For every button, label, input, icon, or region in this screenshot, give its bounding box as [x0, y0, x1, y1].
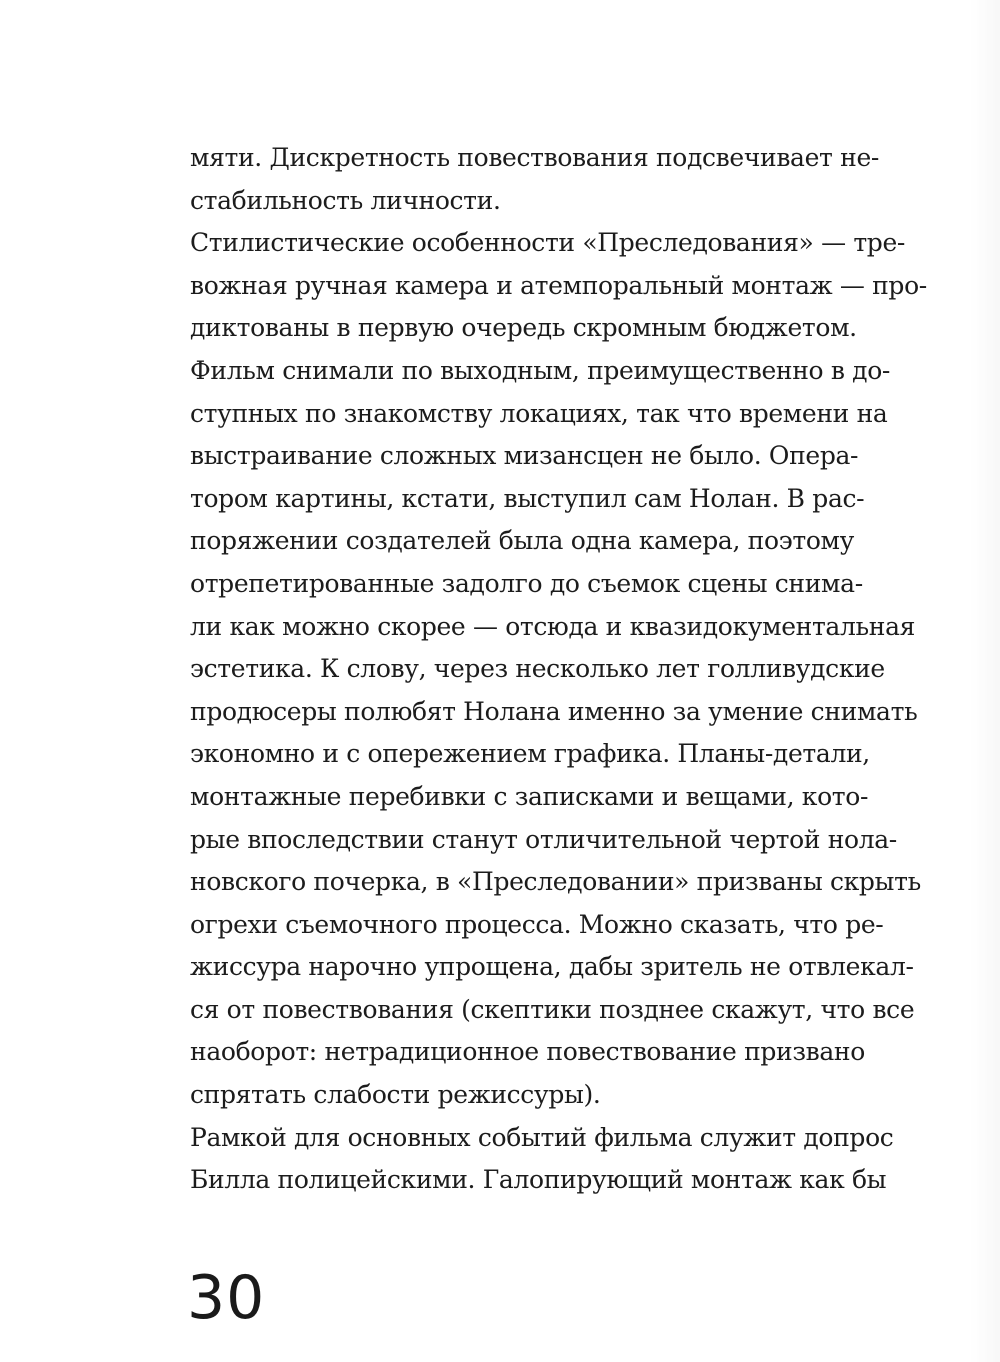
text-line: экономно и с опережением графика. Планы-детали, — [190, 739, 870, 769]
text-line: Рамкой для основных событий фильма служит допрос — [190, 1122, 894, 1152]
text-line: Билла полицейскими. Галопирующий монтаж как бы — [190, 1165, 887, 1195]
text-line: эстетика. К слову, через несколько лет голливудские — [190, 654, 885, 684]
text-line: новского почерка, в «Преследовании» призваны скрыть — [190, 867, 921, 897]
text-line: ся от повествования (скептики позднее скажут, что все — [190, 994, 915, 1024]
page-edge-shadow — [970, 0, 1000, 1362]
text-line: ступных по знакомству локациях, так что времени на — [190, 398, 888, 428]
text-line: поряжении создателей была одна камера, поэтому — [190, 526, 854, 556]
text-line: выстраивание сложных мизансцен не было. Опера- — [190, 441, 859, 471]
text-line: диктованы в первую очередь скромным бюджетом. — [190, 313, 857, 343]
text-line: отрепетированные задолго до съемок сцены снима- — [190, 568, 863, 598]
text-line: рые впоследствии станут отличительной чертой нола- — [190, 824, 897, 854]
text-line: мяти. Дискретность повествования подсвечивает не- — [190, 143, 879, 172]
text-line: Стилистические особенности «Преследования» — тре- — [190, 228, 905, 258]
text-line: спрятать слабости режиссуры). — [190, 1080, 601, 1110]
text-line: монтажные перебивки с записками и вещами, кото- — [190, 781, 869, 811]
text-line: продюсеры полюбят Нолана именно за умение снимать — [190, 696, 918, 726]
text-line: стабильность личности. — [190, 185, 501, 215]
text-line: наоборот: нетрадиционное повествование призвано — [190, 1037, 865, 1067]
page-number: 30 — [187, 1263, 266, 1333]
body-text — [190, 137, 930, 1202]
text-line: вожная ручная камера и атемпоральный монтаж — про- — [190, 270, 927, 300]
text-line: жиссура нарочно упрощена, дабы зритель не отвлекал- — [190, 952, 914, 982]
text-line: тором картины, кстати, выступил сам Нолан. В рас- — [190, 483, 865, 513]
text-line: ли как можно скорее — отсюда и квазидокументальная — [190, 611, 916, 641]
text-line: огрехи съемочного процесса. Можно сказать, что ре- — [190, 909, 884, 939]
text-line: Фильм снимали по выходным, преимущественно в до- — [190, 355, 890, 385]
